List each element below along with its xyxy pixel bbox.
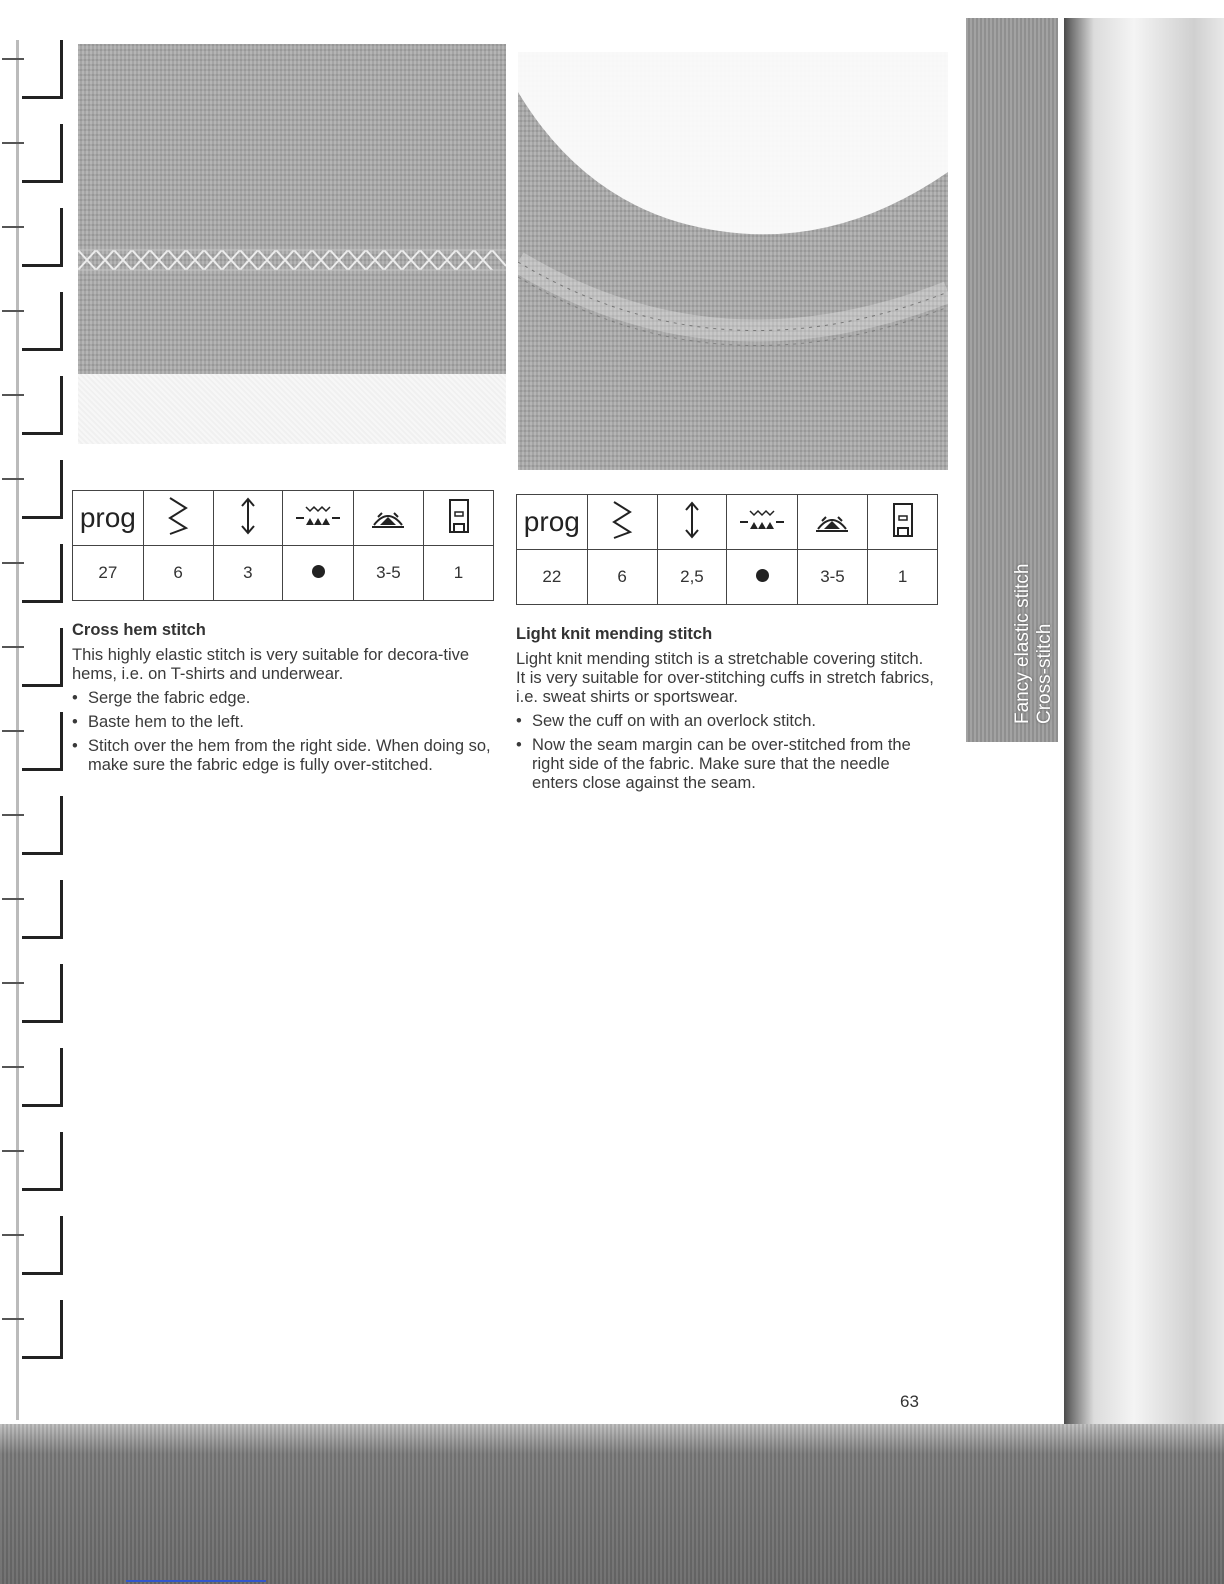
presser-foot-icon [424,491,494,546]
stitch-length-value: 2,5 [657,550,727,605]
feed-dog-icon [727,495,797,550]
light-knit-mending-stitch-photo [518,52,948,470]
stitch-settings-table [516,494,938,605]
section-description: This highly elastic stitch is very suitable for decora-tive hems, i.e. on T-shirts and underwear. [72,646,470,683]
page-edge-shadow [1064,14,1224,1584]
photo-shadow [78,374,506,444]
section-title: Light knit mending stitch [516,625,713,643]
prog-header: prog [517,495,588,550]
instruction-list [516,712,936,793]
section-title: Cross hem stitch [72,621,206,639]
stitch-settings-table [72,490,494,601]
stitch-length-icon [213,491,283,546]
section-description: Light knit mending stitch is a stretchable covering stitch. It is very suitable for over-stitching cuffs in stretch fabrics, i.e. sweat shirts or sportswear. [516,650,934,706]
presser-foot-icon [868,495,938,550]
thread-tension-icon [353,491,423,546]
scan-bottom-band [0,1424,1224,1584]
instruction-list [72,689,502,775]
list-item: • Serge the fabric edge. [72,689,502,708]
prog-header: prog [73,491,144,546]
chapter-tab-subtitle: Cross-stitch [1034,623,1055,724]
feed-dog-dot-icon [312,565,325,578]
feed-dog-value [283,546,353,601]
prog-value: 22 [517,550,588,605]
tension-value: 3-5 [797,550,867,605]
prog-value: 27 [73,546,144,601]
thread-tension-icon [797,495,867,550]
page-number: 63 [900,1392,919,1411]
list-item: • Baste hem to the left. [72,713,502,732]
stitch-length-value: 3 [213,546,283,601]
presser-foot-value: 1 [424,546,494,601]
list-item: • Sew the cuff on with an overlock stitch. [516,712,936,731]
chapter-tab-title: Fancy elastic stitch [1012,563,1033,724]
list-item: • Stitch over the hem from the right side. When doing so, make sure the fabric edge is fully over-stitched. [72,737,502,775]
stitch-width-icon [587,495,657,550]
scan-edge-line [126,1580,266,1582]
light-knit-mending-stitch-section [516,625,936,798]
cross-hem-stitch-photo [78,44,506,374]
spiral-binding [0,40,70,1420]
feed-dog-icon [283,491,353,546]
page-edge-top [1064,0,1224,18]
chapter-tab [966,18,1058,742]
stitch-length-icon [657,495,727,550]
tension-value: 3-5 [353,546,423,601]
stitch-width-value: 6 [587,550,657,605]
cross-hem-stitch-section [72,621,502,780]
feed-dog-value [727,550,797,605]
stitch-width-value: 6 [143,546,213,601]
presser-foot-value: 1 [868,550,938,605]
feed-dog-dot-icon [756,569,769,582]
list-item: • Now the seam margin can be over-stitched from the right side of the fabric. Make sure that the needle enters close against the seam. [516,736,936,793]
stitch-width-icon [143,491,213,546]
